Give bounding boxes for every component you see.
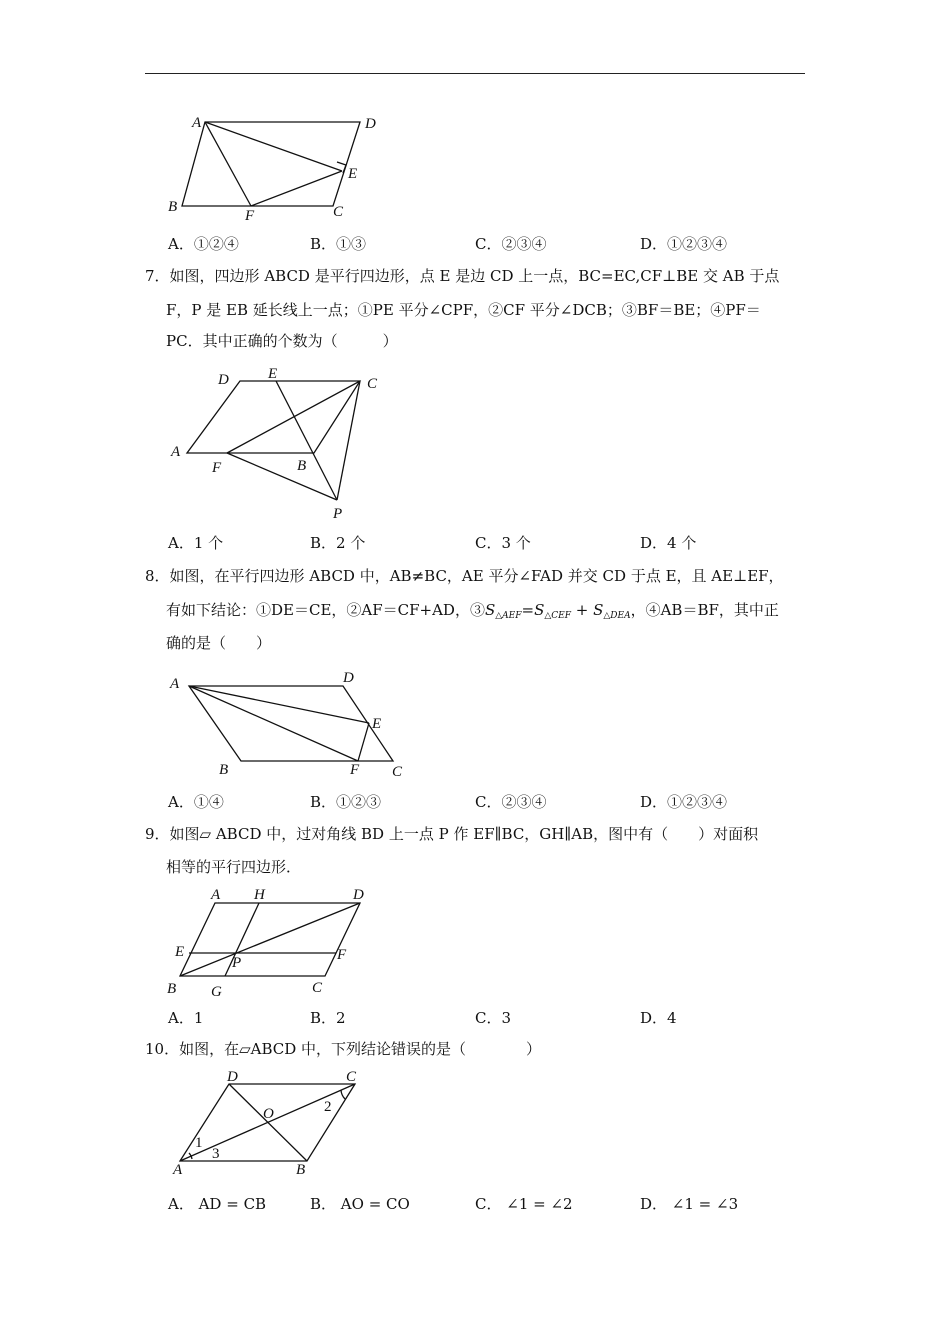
q7-line-2: F，P 是 EB 延长线上一点；①PE 平分∠CPF，②CF 平分∠DCB；③BF＝BE；④PF＝ [166, 301, 761, 319]
q9-line-1: 如图▱ ABCD 中，过对角线 BD 上一点 P 作 EF∥BC，GH∥AB，图中有（ ）对面积 [169, 825, 759, 843]
figure-label-D: D [353, 887, 364, 903]
q8-option-b[interactable]: B．①②③ [310, 793, 382, 811]
q7-stem [145, 259, 779, 293]
q8-number: 8． [145, 567, 170, 585]
figure-label-A: A [173, 1162, 183, 1178]
figure-label-D: D [365, 116, 376, 132]
q6-options [168, 233, 808, 257]
figure-label-F: F [350, 762, 360, 778]
figure-label-3: 3 [212, 1146, 220, 1162]
figure-q9 [163, 883, 373, 998]
figure-q7 [165, 360, 395, 525]
q9-line-2: 相等的平行四边形． [166, 858, 302, 876]
q7-option-d[interactable]: D．4 个 [640, 534, 697, 552]
q7-line-1: 如图，四边形 ABCD 是平行四边形，点 E 是边 CD 上一点，BC=EC,CF⊥BE 交 AB 于点 [169, 267, 780, 285]
figure-label-F: F [337, 947, 347, 963]
q8-option-c[interactable]: C．②③④ [475, 793, 547, 811]
figure-label-D: D [227, 1069, 238, 1085]
figure-label-F: F [212, 460, 222, 476]
q8-options [168, 791, 808, 815]
figure-label-P: P [333, 506, 343, 522]
figure-label-C: C [392, 764, 403, 780]
q7-option-c[interactable]: C．3 个 [475, 534, 531, 552]
q8-option-d[interactable]: D．①②③④ [640, 793, 728, 811]
figure-label-E: E [175, 944, 185, 960]
figure-label-A: A [211, 887, 221, 903]
q9-option-d[interactable]: D．4 [640, 1009, 677, 1027]
figure-label-B: B [297, 458, 307, 474]
figure-label-H: H [254, 887, 265, 903]
q6-option-d[interactable]: D．①②③④ [640, 235, 728, 253]
q10-stem [145, 1032, 541, 1066]
q9-option-a[interactable]: A．1 [168, 1009, 204, 1027]
figure-label-D: D [343, 670, 354, 686]
q8-line-1: 如图，在平行四边形 ABCD 中，AB≠BC，AE 平分∠FAD 并交 CD 于点 E，且 AE⊥EF， [169, 567, 784, 585]
q10-option-a[interactable]: A． AD = CB [168, 1195, 267, 1213]
figure-label-1: 1 [195, 1135, 203, 1151]
q7-option-b[interactable]: B．2 个 [310, 534, 366, 552]
figure-label-C: C [312, 980, 323, 996]
q10-option-c[interactable]: C． ∠1 = ∠2 [475, 1195, 573, 1213]
figure-label-C: C [367, 376, 378, 392]
q6-option-b[interactable]: B．①③ [310, 235, 367, 253]
figure-label-B: B [168, 199, 178, 215]
q9-option-b[interactable]: B．2 [310, 1009, 346, 1027]
figure-label-B: B [219, 762, 229, 778]
q7-options [168, 532, 808, 556]
figure-label-A: A [170, 676, 180, 692]
figure-label-A: A [192, 115, 202, 131]
figure-label-C: C [333, 204, 344, 220]
figure-label-A: A [171, 444, 181, 460]
q9-stem [145, 817, 758, 851]
q9-options [168, 1007, 808, 1031]
header-rule [145, 73, 805, 74]
figure-label-F: F [245, 208, 255, 224]
figure-label-E: E [348, 166, 358, 182]
q8-area-s: S [484, 601, 496, 619]
figure-label-E: E [372, 716, 382, 732]
q8-area-plus: + S [570, 601, 604, 619]
figure-q8 [165, 665, 415, 780]
q10-line-1: 如图，在▱ABCD 中，下列结论错误的是（ ） [179, 1040, 542, 1058]
figure-q10 [165, 1064, 375, 1182]
q10-options [168, 1193, 808, 1217]
q8-area-eq: =S [521, 601, 545, 619]
q10-option-d[interactable]: D． ∠1 = ∠3 [640, 1195, 739, 1213]
figure-label-B: B [296, 1162, 306, 1178]
q8-area-sub-3: △DEA [603, 611, 631, 621]
figure-label-B: B [167, 981, 177, 997]
q8-area-sub-2: △CEF [544, 611, 571, 621]
figure-label-D: D [218, 372, 229, 388]
q6-option-a[interactable]: A．①②④ [168, 235, 239, 253]
q8-line-2-a: 有如下结论：①DE＝CE，②AF＝CF+AD，③ [166, 601, 485, 619]
q8-line-2-b: ，④AB＝BF，其中正 [630, 601, 779, 619]
q10-number: 10． [145, 1040, 180, 1058]
q7-line-3: PC．其中正确的个数为（ ） [166, 332, 398, 350]
q10-option-b[interactable]: B． AO = CO [310, 1195, 410, 1213]
q8-line-3: 确的是（ ） [166, 634, 272, 652]
q8-stem [145, 559, 784, 593]
figure-label-2: 2 [324, 1099, 332, 1115]
q9-number: 9． [145, 825, 170, 843]
figure-label-G: G [211, 984, 222, 1000]
figure-label-O: O [263, 1106, 274, 1122]
q7-number: 7． [145, 267, 170, 285]
figure-q6 [160, 110, 390, 225]
q9-option-c[interactable]: C．3 [475, 1009, 512, 1027]
q7-option-a[interactable]: A．1 个 [168, 534, 224, 552]
q8-area-sub-1: △AEF [495, 611, 522, 621]
figure-label-E: E [268, 366, 278, 382]
q8-option-a[interactable]: A．①④ [168, 793, 224, 811]
figure-label-C: C [346, 1069, 357, 1085]
q6-option-c[interactable]: C．②③④ [475, 235, 547, 253]
figure-label-P: P [232, 955, 242, 971]
